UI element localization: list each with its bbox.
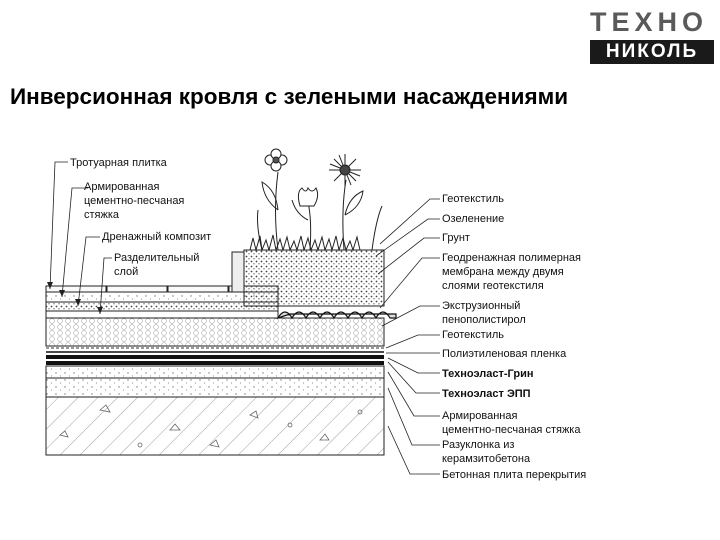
flower-daisy xyxy=(329,154,361,186)
right-label-1-line-0: Озеленение xyxy=(442,213,505,225)
expanded-clay-slope-layer xyxy=(46,378,384,397)
right-label-0 xyxy=(442,193,504,205)
technoelast-green-layer xyxy=(46,355,384,359)
right-label-10-line-0: Разуклонка из xyxy=(442,439,515,451)
right-label-9-line-0: Армированная xyxy=(442,410,518,422)
left-label-1 xyxy=(84,181,184,221)
right-label-2 xyxy=(442,232,470,244)
right-label-4 xyxy=(442,300,526,326)
right-label-3 xyxy=(442,252,581,292)
xps-insulation-layer xyxy=(46,318,384,346)
separation-layer xyxy=(46,311,278,318)
page-title: Инверсионная кровля с зелеными насаждениями xyxy=(10,84,569,109)
right-label-8 xyxy=(442,388,531,400)
right-label-3-line-0: Геодренажная полимерная xyxy=(442,252,581,264)
right-label-5 xyxy=(442,329,504,341)
left-label-3-line-0: Разделительный xyxy=(114,252,200,264)
right-label-9 xyxy=(442,410,581,436)
right-label-8-line-0: Техноэласт ЭПП xyxy=(442,388,531,400)
flower-tulip xyxy=(298,188,317,206)
screed-layer xyxy=(46,366,384,378)
right-label-0-line-0: Геотекстиль xyxy=(442,193,505,205)
right-label-4-line-1: пенополистирол xyxy=(442,314,526,326)
curb-stone xyxy=(232,252,244,292)
drainage-composite-layer xyxy=(46,302,278,311)
right-leader-lines xyxy=(376,199,440,474)
logo-top-text: ТЕХНО xyxy=(590,7,709,37)
left-label-3 xyxy=(114,252,199,278)
left-label-1-line-1: цементно-песчаная xyxy=(84,195,185,207)
left-label-3-line-1: слой xyxy=(114,266,139,278)
right-label-7-line-0: Техноэласт-Грин xyxy=(442,368,534,380)
left-label-0-line-0: Тротуарная плитка xyxy=(70,157,167,169)
right-label-2-line-0: Грунт xyxy=(442,232,470,244)
geodrainage-membrane xyxy=(278,312,396,318)
right-label-5-line-0: Геотекстиль xyxy=(442,329,505,341)
left-label-1-line-0: Армированная xyxy=(84,181,160,193)
right-label-9-line-1: цементно-песчаная стяжка xyxy=(442,424,581,436)
soil-layer xyxy=(244,250,384,306)
right-label-3-line-1: мембрана между двумя xyxy=(442,266,564,278)
left-label-2 xyxy=(102,231,211,243)
right-label-10-line-1: керамзитобетона xyxy=(442,453,531,465)
left-label-2-line-0: Дренажный композит xyxy=(102,231,212,243)
logo-bottom-text: НИКОЛЬ xyxy=(590,40,714,64)
left-label-0 xyxy=(70,157,168,169)
right-label-3-line-2: слоями геотекстиля xyxy=(442,280,544,292)
vegetation xyxy=(250,172,382,250)
right-label-11 xyxy=(442,469,586,481)
right-label-4-line-0: Экструзионный xyxy=(442,300,521,312)
right-label-11-line-0: Бетонная плита перекрытия xyxy=(442,469,587,481)
left-label-1-line-2: стяжка xyxy=(84,209,120,221)
flower-left xyxy=(265,149,287,171)
right-label-10 xyxy=(442,439,531,465)
right-label-6 xyxy=(442,348,567,360)
right-label-7 xyxy=(442,368,534,380)
right-label-1 xyxy=(442,213,504,225)
right-label-6-line-0: Полиэтиленовая пленка xyxy=(442,348,567,360)
technoelast-epp-layer xyxy=(46,361,384,365)
paving-screed-layer xyxy=(46,292,278,302)
